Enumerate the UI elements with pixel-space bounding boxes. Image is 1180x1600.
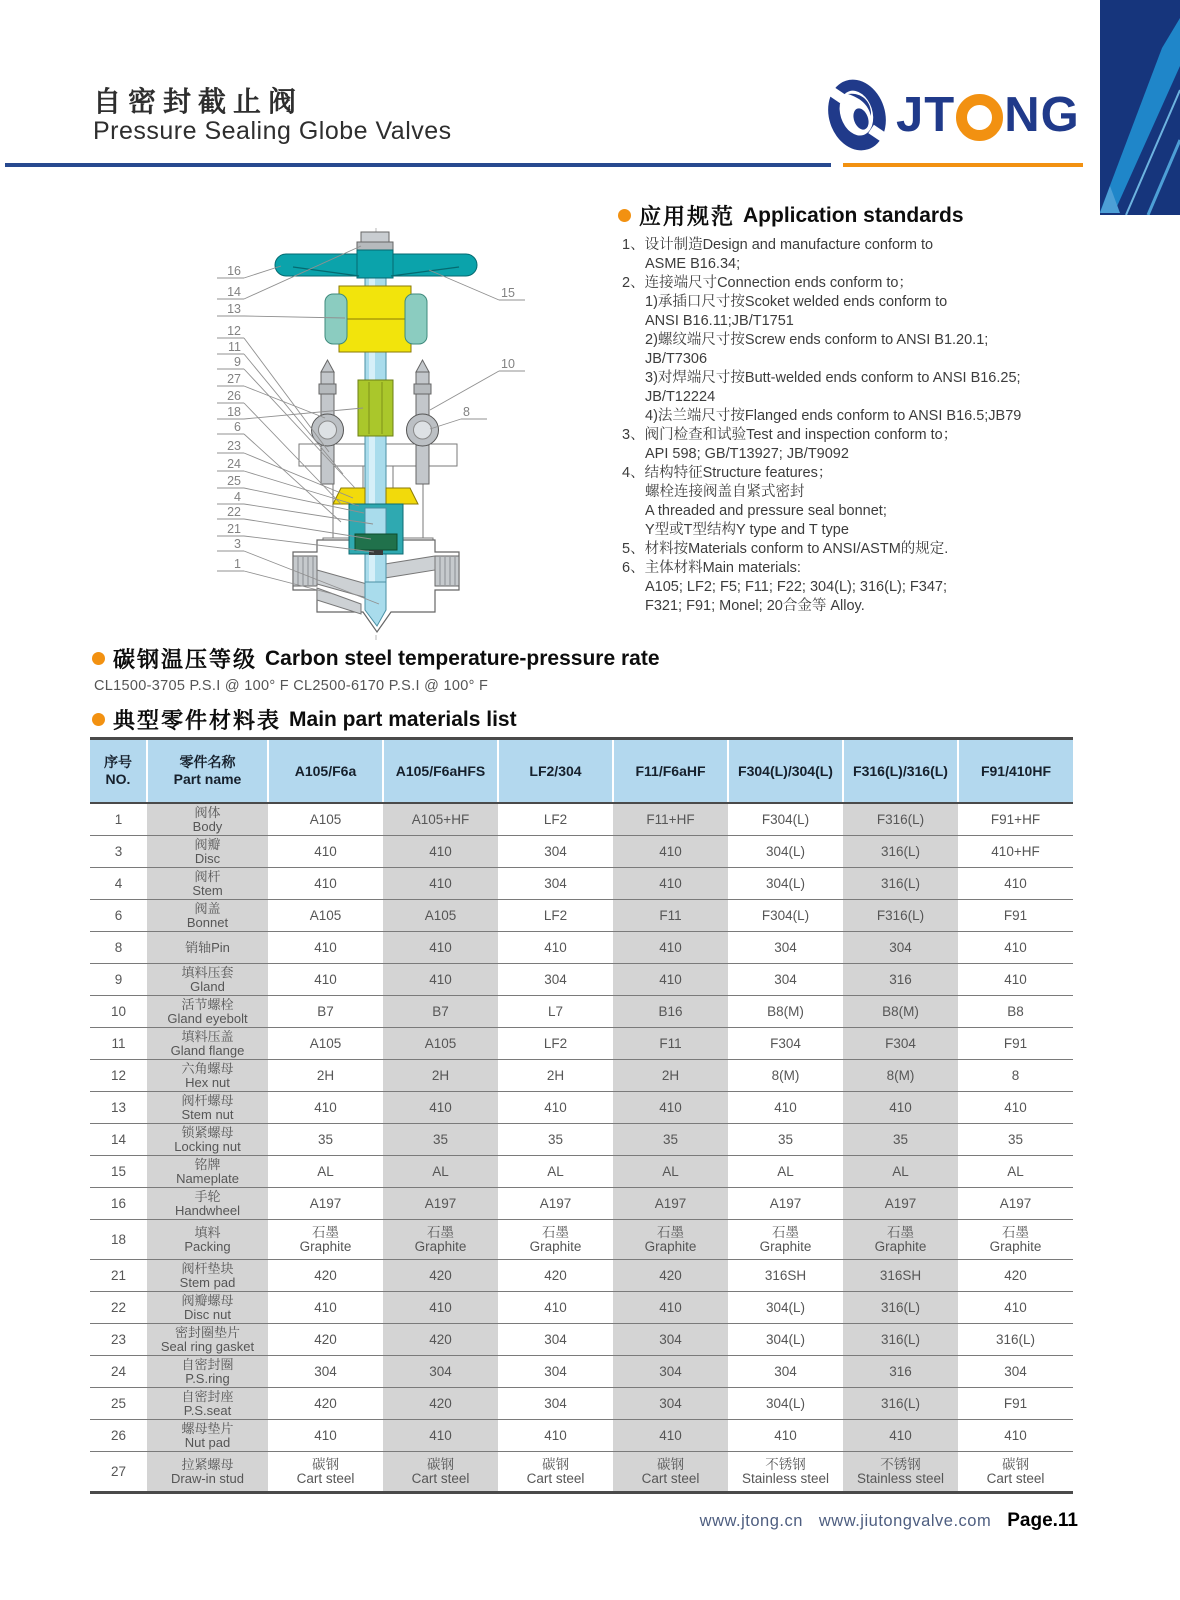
material-cell: 304 (958, 1356, 1073, 1388)
material-cell: 304(L) (728, 1388, 843, 1420)
column-header: A105/F6a (268, 739, 383, 804)
material-cell: 410 (728, 1420, 843, 1452)
callout-number: 27 (227, 372, 241, 386)
part-name-cell: 手轮 Handwheel (147, 1188, 268, 1220)
part-no-cell: 25 (90, 1388, 147, 1420)
material-cell: F304(L) (728, 900, 843, 932)
part-name-cell: 自密封圈 P.S.ring (147, 1356, 268, 1388)
part-name-cell: 螺母垫片 Nut pad (147, 1420, 268, 1452)
callout-number: 26 (227, 389, 241, 403)
page-title-en: Pressure Sealing Globe Valves (93, 117, 452, 145)
callout-number: 6 (234, 420, 241, 434)
material-cell: A197 (728, 1188, 843, 1220)
part-no-cell: 16 (90, 1188, 147, 1220)
part-no-cell: 13 (90, 1092, 147, 1124)
part-no-cell: 15 (90, 1156, 147, 1188)
wordmark-o-ring-icon (956, 94, 1003, 141)
material-cell: 304(L) (728, 1292, 843, 1324)
material-cell: 410 (498, 1292, 613, 1324)
materials-table (90, 737, 1073, 1494)
material-cell: 石墨 Graphite (613, 1220, 728, 1260)
material-cell: F91 (958, 900, 1073, 932)
standards-line: 2)螺纹端尺寸按Screw ends conform to ANSI B1.20.1; (645, 332, 989, 348)
material-cell: LF2 (498, 900, 613, 932)
material-cell: 410 (613, 836, 728, 868)
orange-bullet-icon (92, 713, 105, 726)
material-cell: 410 (383, 1092, 498, 1124)
material-cell: 8 (958, 1060, 1073, 1092)
part-no-cell: 8 (90, 932, 147, 964)
part-no-cell: 9 (90, 964, 147, 996)
column-header: F11/F6aHF (613, 739, 728, 804)
material-cell: B7 (268, 996, 383, 1028)
part-no-cell: 26 (90, 1420, 147, 1452)
part-name-cell: 阀杆 Stem (147, 868, 268, 900)
material-cell: LF2 (498, 1028, 613, 1060)
part-name-cell: 六角螺母 Hex nut (147, 1060, 268, 1092)
material-cell: F91+HF (958, 803, 1073, 836)
standards-line: 5、材料按Materials conform to ANSI/ASTM的规定. (622, 541, 949, 557)
material-cell: 304 (498, 1388, 613, 1420)
footer-page-number: Page.11 (1007, 1510, 1078, 1531)
material-cell: 石墨 Graphite (268, 1220, 383, 1260)
material-cell: AL (383, 1156, 498, 1188)
table-row (90, 1452, 1073, 1493)
material-cell: 石墨 Graphite (843, 1220, 958, 1260)
material-cell: 410 (498, 1420, 613, 1452)
column-header: F91/410HF (958, 739, 1073, 804)
table-row (90, 1260, 1073, 1292)
material-cell: 316(L) (843, 836, 958, 868)
material-cell: 304 (498, 964, 613, 996)
material-cell: F304(L) (728, 803, 843, 836)
material-cell: 石墨 Graphite (383, 1220, 498, 1260)
material-cell: 304(L) (728, 868, 843, 900)
material-cell: AL (843, 1156, 958, 1188)
material-cell: 316(L) (843, 868, 958, 900)
material-cell: 304 (613, 1388, 728, 1420)
material-cell: 碳钢 Cart steel (383, 1452, 498, 1493)
material-cell: 316(L) (958, 1324, 1073, 1356)
standards-line: JB/T12224 (645, 389, 716, 405)
materials-heading-en: Main part materials list (289, 707, 517, 731)
part-no-cell: 4 (90, 868, 147, 900)
material-cell: 410 (268, 932, 383, 964)
standards-line: 1、设计制造Design and manufacture conform to (622, 237, 934, 253)
material-cell: 碳钢 Cart steel (498, 1452, 613, 1493)
material-cell: 8(M) (728, 1060, 843, 1092)
material-cell: 2H (268, 1060, 383, 1092)
material-cell: 碳钢 Cart steel (958, 1452, 1073, 1493)
part-name-cell: 阀杆螺母 Stem nut (147, 1092, 268, 1124)
table-row (90, 1292, 1073, 1324)
page-title-zh: 自密封截止阀 (93, 86, 304, 117)
standards-heading (618, 200, 964, 231)
material-cell: 410 (958, 868, 1073, 900)
part-no-cell: 21 (90, 1260, 147, 1292)
callout-number: 3 (234, 537, 241, 551)
temp-rate-heading (92, 643, 660, 674)
material-cell: 420 (383, 1324, 498, 1356)
part-name-cell: 阀瓣螺母 Disc nut (147, 1292, 268, 1324)
temp-rate-heading-zh: 碳钢温压等级 (113, 647, 258, 672)
materials-heading-zh: 典型零件材料表 (113, 708, 282, 733)
material-cell: AL (613, 1156, 728, 1188)
part-no-cell: 3 (90, 836, 147, 868)
material-cell: 316 (843, 1356, 958, 1388)
part-no-cell: 22 (90, 1292, 147, 1324)
table-row (90, 1092, 1073, 1124)
material-cell: 304 (498, 868, 613, 900)
wordmark-jt: JT (896, 87, 956, 142)
material-cell: 35 (498, 1124, 613, 1156)
material-cell: B16 (613, 996, 728, 1028)
material-cell: B7 (383, 996, 498, 1028)
corner-decoration (1100, 0, 1180, 215)
material-cell: 410 (268, 868, 383, 900)
material-cell: AL (268, 1156, 383, 1188)
column-header: LF2/304 (498, 739, 613, 804)
material-cell: F316(L) (843, 803, 958, 836)
part-no-cell: 24 (90, 1356, 147, 1388)
material-cell: F91 (958, 1388, 1073, 1420)
material-cell: 2H (498, 1060, 613, 1092)
callout-number: 18 (227, 405, 241, 419)
table-row (90, 868, 1073, 900)
material-cell: 35 (613, 1124, 728, 1156)
material-cell: 304(L) (728, 1324, 843, 1356)
material-cell: 410 (383, 932, 498, 964)
standards-line: API 598; GB/T13927; JB/T9092 (645, 446, 849, 462)
material-cell: 304 (728, 964, 843, 996)
material-cell: 410 (843, 1092, 958, 1124)
column-header: 零件名称 Part name (147, 739, 268, 804)
material-cell: 410 (958, 1092, 1073, 1124)
material-cell: 石墨 Graphite (958, 1220, 1073, 1260)
table-row (90, 1324, 1073, 1356)
footer-url-jiutongvalve: www.jiutongvalve.com (818, 1512, 992, 1530)
callout-number: 12 (227, 324, 241, 338)
materials-heading (92, 704, 517, 735)
material-cell: 410 (268, 1292, 383, 1324)
orange-bullet-icon (618, 209, 631, 222)
part-name-cell: 铭牌 Nameplate (147, 1156, 268, 1188)
part-no-cell: 23 (90, 1324, 147, 1356)
table-row (90, 1220, 1073, 1260)
material-cell: 410 (958, 1420, 1073, 1452)
material-cell: F11+HF (613, 803, 728, 836)
material-cell: 不锈钢 Stainless steel (843, 1452, 958, 1493)
material-cell: 410 (383, 1420, 498, 1452)
callout-number: 8 (463, 405, 470, 419)
part-name-cell: 阀杆垫块 Stem pad (147, 1260, 268, 1292)
material-cell: A105 (268, 803, 383, 836)
material-cell: 304 (268, 1356, 383, 1388)
table-row (90, 1420, 1073, 1452)
materials-table-body (90, 803, 1073, 1493)
material-cell: 35 (268, 1124, 383, 1156)
standards-heading-en: Application standards (743, 203, 964, 227)
material-cell: 35 (843, 1124, 958, 1156)
part-no-cell: 18 (90, 1220, 147, 1260)
material-cell: 304 (498, 1324, 613, 1356)
callout-number: 15 (501, 286, 515, 300)
standards-list (622, 236, 1092, 616)
material-cell: 304 (498, 836, 613, 868)
material-cell: F304 (728, 1028, 843, 1060)
standards-heading-zh: 应用规范 (639, 204, 736, 229)
standards-line: 1)承插口尺寸按Scoket welded ends conform to (645, 294, 948, 310)
callout-number: 9 (234, 355, 241, 369)
material-cell: A197 (498, 1188, 613, 1220)
material-cell: 410 (613, 1092, 728, 1124)
material-cell: 316 (843, 964, 958, 996)
material-cell: A105 (383, 900, 498, 932)
part-name-cell: 填料压套 Gland (147, 964, 268, 996)
materials-table-header (90, 739, 1073, 804)
material-cell: 420 (383, 1260, 498, 1292)
material-cell: 410 (268, 836, 383, 868)
column-header: 序号NO. (90, 739, 147, 804)
material-cell: 410 (613, 868, 728, 900)
material-cell: 420 (383, 1388, 498, 1420)
part-no-cell: 6 (90, 900, 147, 932)
standards-line: 螺栓连接阀盖自紧式密封 (645, 484, 805, 500)
table-row (90, 964, 1073, 996)
standards-line: JB/T7306 (645, 351, 708, 367)
part-no-cell: 27 (90, 1452, 147, 1493)
material-cell: 420 (613, 1260, 728, 1292)
material-cell: AL (498, 1156, 613, 1188)
material-cell: F304 (843, 1028, 958, 1060)
material-cell: 碳钢 Cart steel (613, 1452, 728, 1493)
table-row (90, 1356, 1073, 1388)
part-name-cell: 填料 Packing (147, 1220, 268, 1260)
valve-cross-section-diagram (183, 222, 613, 642)
material-cell: 316(L) (843, 1292, 958, 1324)
material-cell: 316(L) (843, 1388, 958, 1420)
jtong-logo (818, 72, 1080, 158)
material-cell: 不锈钢 Stainless steel (728, 1452, 843, 1493)
material-cell: 304 (728, 932, 843, 964)
part-name-cell: 填料压盖 Gland flange (147, 1028, 268, 1060)
standards-line: F321; F91; Monel; 20合金等 Alloy. (645, 598, 865, 614)
orange-bullet-icon (92, 652, 105, 665)
material-cell: A105 (268, 900, 383, 932)
material-cell: 410 (268, 1420, 383, 1452)
material-cell: 304(L) (728, 836, 843, 868)
material-cell: 420 (498, 1260, 613, 1292)
material-cell: A197 (843, 1188, 958, 1220)
material-cell: 304 (728, 1356, 843, 1388)
material-cell: 碳钢 Cart steel (268, 1452, 383, 1493)
jtong-wordmark (896, 87, 1080, 142)
material-cell: A105 (383, 1028, 498, 1060)
table-row (90, 1060, 1073, 1092)
material-cell: 410 (268, 1092, 383, 1124)
header-rule-orange (843, 163, 1083, 167)
part-name-cell: 密封圈垫片 Seal ring gasket (147, 1324, 268, 1356)
callout-number: 25 (227, 474, 241, 488)
material-cell: F11 (613, 900, 728, 932)
material-cell: 410 (268, 964, 383, 996)
material-cell: AL (958, 1156, 1073, 1188)
standards-line: 3)对焊端尺寸按Butt-welded ends conform to ANSI B16.25; (645, 370, 1021, 386)
standards-line: A105; LF2; F5; F11; F22; 304(L); 316(L); F347; (645, 579, 947, 595)
material-cell: 2H (383, 1060, 498, 1092)
callout-number: 11 (228, 340, 241, 354)
table-row (90, 1124, 1073, 1156)
material-cell: 420 (268, 1388, 383, 1420)
callout-number: 22 (227, 505, 241, 519)
jtong-swirl-icon (818, 72, 896, 158)
standards-line: 4、结构特征Structure features； (622, 465, 833, 481)
material-cell: 316SH (728, 1260, 843, 1292)
part-name-cell: 拉紧螺母 Draw-in stud (147, 1452, 268, 1493)
material-cell: 304 (498, 1356, 613, 1388)
material-cell: B8 (958, 996, 1073, 1028)
material-cell: F11 (613, 1028, 728, 1060)
callout-number: 13 (227, 302, 241, 316)
callout-number: 23 (227, 439, 241, 453)
material-cell: 410 (383, 1292, 498, 1324)
part-no-cell: 14 (90, 1124, 147, 1156)
material-cell: A105+HF (383, 803, 498, 836)
page-footer (700, 1510, 1078, 1532)
part-name-cell: 锁紧螺母 Locking nut (147, 1124, 268, 1156)
material-cell: 304 (613, 1324, 728, 1356)
standards-line: 2、连接端尺寸Connection ends conform to； (622, 275, 913, 291)
header-rule-blue (5, 163, 831, 167)
callout-number: 16 (227, 264, 241, 278)
material-cell: A105 (268, 1028, 383, 1060)
callout-number: 24 (227, 457, 241, 471)
column-header: F316(L)/316(L) (843, 739, 958, 804)
material-cell: 420 (958, 1260, 1073, 1292)
table-row (90, 932, 1073, 964)
material-cell: B8(M) (728, 996, 843, 1028)
part-name-cell: 阀体 Body (147, 803, 268, 836)
table-row (90, 1388, 1073, 1420)
table-row (90, 900, 1073, 932)
table-row (90, 803, 1073, 836)
callout-number: 14 (227, 285, 241, 299)
material-cell: 410 (613, 964, 728, 996)
column-header: F304(L)/304(L) (728, 739, 843, 804)
standards-line: ANSI B16.11;JB/T1751 (645, 313, 794, 329)
material-cell: AL (728, 1156, 843, 1188)
material-cell: A197 (268, 1188, 383, 1220)
table-row (90, 1156, 1073, 1188)
material-cell: A197 (383, 1188, 498, 1220)
material-cell: 304 (843, 932, 958, 964)
standards-line: 4)法兰端尺寸按Flanged ends conform to ANSI B16.5;JB79 (645, 408, 1022, 424)
material-cell: 35 (728, 1124, 843, 1156)
part-no-cell: 10 (90, 996, 147, 1028)
material-cell: 410 (613, 932, 728, 964)
material-cell: B8(M) (843, 996, 958, 1028)
standards-line: ASME B16.34; (645, 256, 741, 272)
part-name-cell: 自密封座 P.S.seat (147, 1388, 268, 1420)
material-cell: 304 (383, 1356, 498, 1388)
column-header: A105/F6aHFS (383, 739, 498, 804)
callout-number: 4 (234, 490, 241, 504)
table-row (90, 996, 1073, 1028)
material-cell: L7 (498, 996, 613, 1028)
material-cell: 410 (383, 964, 498, 996)
material-cell: 420 (268, 1324, 383, 1356)
callout-number: 1 (234, 557, 241, 571)
standards-line: A threaded and pressure seal bonnet; (645, 503, 887, 519)
table-row (90, 1188, 1073, 1220)
part-no-cell: 11 (90, 1028, 147, 1060)
material-cell: 石墨 Graphite (728, 1220, 843, 1260)
material-cell: 石墨 Graphite (498, 1220, 613, 1260)
material-cell: 410 (958, 1292, 1073, 1324)
callout-number: 21 (227, 522, 241, 536)
table-row (90, 836, 1073, 868)
wordmark-ng: NG (1004, 87, 1080, 142)
material-cell: 8(M) (843, 1060, 958, 1092)
standards-line: 6、主体材料Main materials: (622, 560, 801, 576)
material-cell: 2H (613, 1060, 728, 1092)
material-cell: 410 (958, 932, 1073, 964)
part-name-cell: 销轴Pin (147, 932, 268, 964)
material-cell: 410 (498, 932, 613, 964)
footer-url-jtong: www.jtong.cn (699, 1512, 803, 1530)
standards-line: 3、阀门检查和试验Test and inspection conform to； (622, 427, 958, 443)
material-cell: 420 (268, 1260, 383, 1292)
material-cell: 35 (383, 1124, 498, 1156)
material-cell: 35 (958, 1124, 1073, 1156)
material-cell: 410 (383, 868, 498, 900)
material-cell: A197 (613, 1188, 728, 1220)
material-cell: LF2 (498, 803, 613, 836)
part-no-cell: 1 (90, 803, 147, 836)
material-cell: 410 (728, 1092, 843, 1124)
temp-rate-heading-en: Carbon steel temperature-pressure rate (265, 646, 660, 670)
part-name-cell: 阀瓣 Disc (147, 836, 268, 868)
material-cell: 410 (843, 1420, 958, 1452)
material-cell: A197 (958, 1188, 1073, 1220)
part-no-cell: 12 (90, 1060, 147, 1092)
standards-line: Y型或T型结构Y type and T type (645, 522, 849, 538)
material-cell: 410 (613, 1420, 728, 1452)
material-cell: F91 (958, 1028, 1073, 1060)
callout-number: 10 (501, 357, 515, 371)
material-cell: 410+HF (958, 836, 1073, 868)
material-cell: F316(L) (843, 900, 958, 932)
table-row (90, 1028, 1073, 1060)
material-cell: 410 (498, 1092, 613, 1124)
material-cell: 316(L) (843, 1324, 958, 1356)
part-name-cell: 活节螺栓 Gland eyebolt (147, 996, 268, 1028)
material-cell: 410 (958, 964, 1073, 996)
material-cell: 304 (613, 1356, 728, 1388)
material-cell: 410 (383, 836, 498, 868)
material-cell: 316SH (843, 1260, 958, 1292)
temp-rate-values: CL1500-3705 P.S.I @ 100° F CL2500-6170 P.S.I @ 100° F (94, 678, 489, 694)
part-name-cell: 阀盖 Bonnet (147, 900, 268, 932)
material-cell: 410 (613, 1292, 728, 1324)
